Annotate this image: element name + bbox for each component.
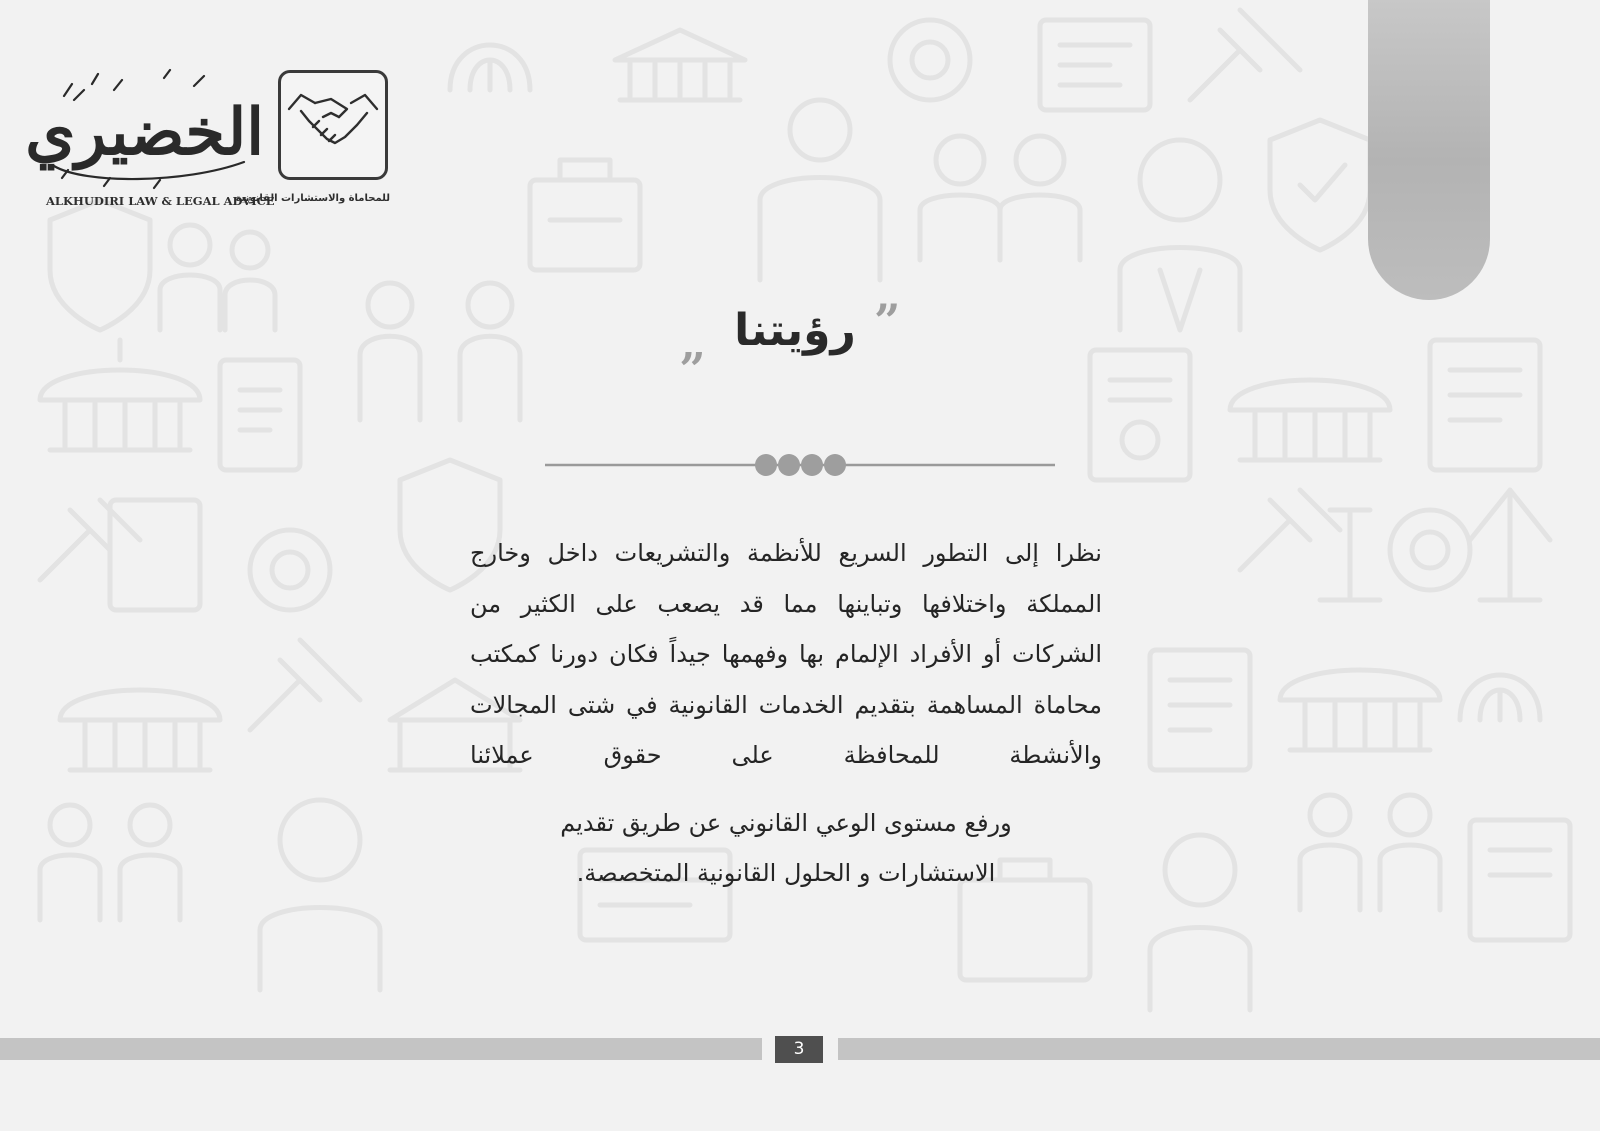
dotted-divider — [545, 454, 1055, 484]
section-heading — [680, 296, 920, 376]
closing-quote-mark: „ — [680, 316, 707, 370]
section-title: رؤيتنا — [734, 305, 856, 356]
company-logo — [25, 66, 394, 226]
logo-arabic-name: الخضيري — [25, 95, 264, 170]
logo-emblem — [278, 70, 388, 180]
vision-closing-line-1: ورفع مستوى الوعي القانوني عن طريق تقديم — [560, 809, 1012, 837]
vision-closing-line-2: الاستشارات و الحلول القانونية المتخصصة. — [576, 859, 996, 887]
page-number: 3 — [775, 1036, 823, 1063]
vision-paragraph: نظرا إلى التطور السريع للأنظمة والتشريعات داخل وخارج المملكة واختلافها وتباينها مما قد يصعب على الكثير من الشركات أو الأفراد الإلمام بها وفهمها جيداً فكان دورنا كمكتب محاماة المساهمة بتقديم الخدمات القانونية في شتى المجالات والأنشطة للمحافظة على حقوق عملائنا — [470, 539, 1102, 769]
footer-bar-right — [838, 1038, 1600, 1060]
vision-paragraph-closing — [470, 798, 1102, 898]
logo-tagline-english: ALKHUDIRI LAW & LEGAL ADVICE — [46, 194, 275, 208]
opening-quote-mark: ” — [874, 294, 901, 348]
logo-tagline-arabic: للمحاماة والاستشارات القانونية — [235, 193, 390, 204]
logo-tagline — [46, 194, 396, 210]
footer-bar-left — [0, 1038, 762, 1060]
handshake-icon — [287, 87, 379, 159]
decorative-corner-tab — [1368, 0, 1490, 300]
